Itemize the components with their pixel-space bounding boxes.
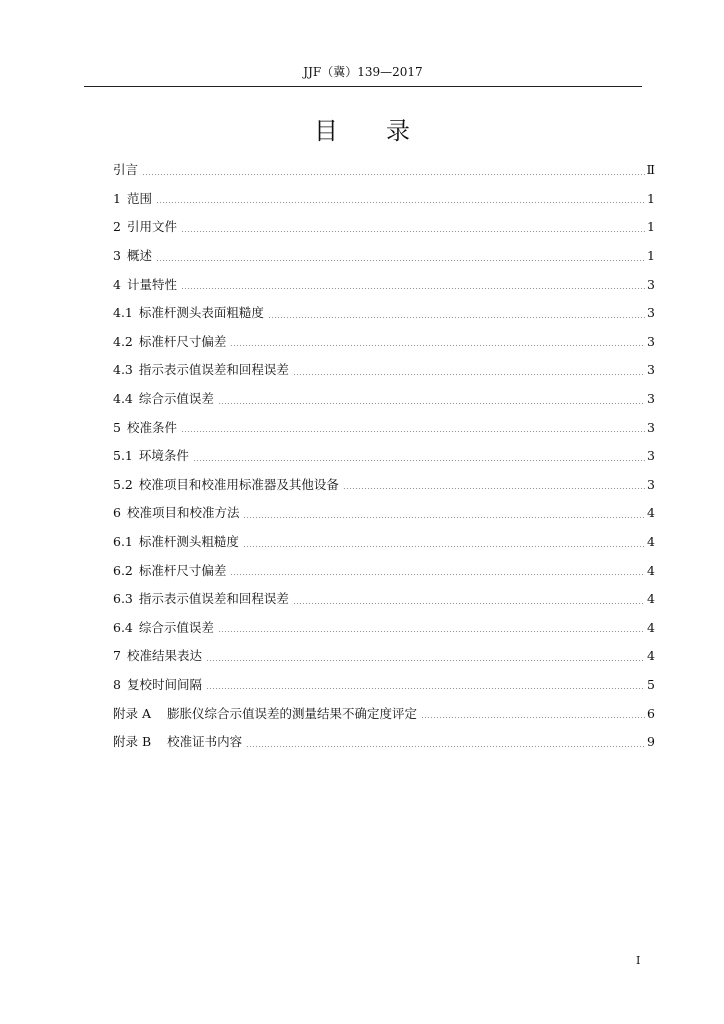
toc-entry[interactable]	[113, 699, 655, 728]
toc-leader-dots	[156, 260, 645, 261]
toc-leader-dots	[343, 488, 645, 489]
toc-entry-number: 4	[113, 276, 121, 292]
toc-entry-text: 校准证书内容	[167, 734, 243, 750]
toc-entry-text: 指示表示值误差和回程误差	[138, 362, 289, 378]
toc-entry-number: 6.4	[113, 619, 133, 635]
toc-entry-label	[113, 620, 216, 636]
toc-entry-text: 校准条件	[126, 419, 177, 435]
toc-entry-text: 计量特性	[126, 276, 177, 292]
toc-entry-page: 3	[647, 333, 655, 349]
toc-entry-label	[113, 677, 204, 693]
toc-entry-text: 概述	[126, 248, 152, 264]
toc-entry[interactable]	[113, 185, 655, 214]
toc-leader-dots	[218, 403, 645, 404]
toc-entry-page: 3	[647, 419, 655, 435]
toc-leader-dots	[230, 345, 645, 346]
toc-entry-number: 附录 B	[113, 734, 152, 750]
toc-entry-number: 6.2	[113, 562, 133, 578]
toc-entry-number: 4.2	[113, 333, 133, 349]
toc-entry-page: 1	[647, 190, 655, 206]
toc-entry[interactable]	[113, 499, 655, 528]
toc-entry-label	[113, 648, 204, 664]
toc-entry-page: 3	[647, 448, 655, 464]
toc-entry-label	[113, 277, 179, 293]
toc-entry-page: 4	[647, 562, 655, 578]
toc-entry-text: 膨胀仪综合示值误差的测量结果不确定度评定	[167, 705, 418, 721]
toc-leader-dots	[142, 174, 644, 175]
toc-leader-dots	[230, 574, 645, 575]
toc-entry[interactable]	[113, 585, 655, 614]
toc-entry[interactable]	[113, 299, 655, 328]
toc-list	[113, 156, 655, 756]
toc-entry-number: 6	[113, 505, 121, 521]
toc-entry-page: 5	[647, 676, 655, 692]
toc-entry-page: 4	[647, 534, 655, 550]
toc-entry[interactable]	[113, 442, 655, 471]
toc-entry-text: 引言	[113, 162, 139, 178]
toc-entry-number: 附录 A	[113, 705, 152, 721]
toc-entry[interactable]	[113, 728, 655, 757]
toc-entry-label	[113, 334, 228, 350]
toc-entry-text: 综合示值误差	[138, 391, 214, 407]
toc-entry-text: 标准杆测头粗糙度	[138, 534, 239, 550]
toc-entry[interactable]	[113, 385, 655, 414]
toc-leader-dots	[193, 460, 645, 461]
toc-title-char-2: 录	[386, 117, 410, 145]
toc-entry-page: 4	[647, 619, 655, 635]
toc-entry-number: 5.2	[113, 476, 133, 492]
toc-leader-dots	[181, 231, 645, 232]
toc-leader-dots	[421, 717, 645, 718]
toc-entry-page: 3	[647, 391, 655, 407]
toc-entry-page: 9	[647, 734, 655, 750]
toc-title-char-1: 目	[314, 117, 338, 145]
toc-entry[interactable]	[113, 356, 655, 385]
toc-leader-dots	[181, 288, 645, 289]
toc-entry-page: 4	[647, 648, 655, 664]
toc-entry-number: 5	[113, 419, 121, 435]
toc-entry-page: 3	[647, 476, 655, 492]
toc-entry-number: 5.1	[113, 448, 133, 464]
toc-entry-number: 8	[113, 676, 121, 692]
toc-entry[interactable]	[113, 556, 655, 585]
toc-entry-page: 3	[647, 276, 655, 292]
toc-entry-page: 3	[647, 362, 655, 378]
toc-leader-dots	[156, 202, 645, 203]
toc-entry[interactable]	[113, 642, 655, 671]
toc-entry-text: 引用文件	[126, 219, 177, 235]
toc-entry-text: 标准杆测头表面粗糙度	[138, 305, 264, 321]
toc-entry-label	[113, 706, 419, 722]
toc-entry[interactable]	[113, 242, 655, 271]
toc-entry-label	[113, 420, 179, 436]
toc-entry[interactable]	[113, 614, 655, 643]
toc-leader-dots	[243, 517, 645, 518]
toc-entry-label	[113, 505, 241, 521]
toc-entry-page: 4	[647, 591, 655, 607]
toc-entry-label	[113, 563, 228, 579]
toc-entry-label	[113, 448, 191, 464]
standard-code-header: JJF（冀）139—2017	[303, 65, 423, 79]
toc-entry-label	[113, 591, 291, 607]
toc-entry-label	[113, 477, 341, 493]
toc-leader-dots	[218, 631, 645, 632]
toc-entry-page: 4	[647, 505, 655, 521]
toc-entry-number: 7	[113, 648, 121, 664]
toc-entry-page: 3	[647, 305, 655, 321]
toc-entry[interactable]	[113, 413, 655, 442]
toc-leader-dots	[206, 660, 645, 661]
page-number: I	[636, 954, 641, 967]
toc-entry-number: 4.3	[113, 362, 133, 378]
toc-title	[0, 116, 724, 146]
toc-entry-page: 1	[647, 219, 655, 235]
toc-entry[interactable]	[113, 671, 655, 700]
toc-leader-dots	[246, 746, 645, 747]
toc-entry-text: 校准项目和校准方法	[126, 505, 240, 521]
toc-entry-label	[113, 362, 291, 378]
toc-entry-text: 环境条件	[138, 448, 189, 464]
toc-entry-text: 综合示值误差	[138, 619, 214, 635]
toc-entry-label	[113, 534, 241, 550]
toc-leader-dots	[181, 431, 645, 432]
toc-entry-number: 4.1	[113, 305, 133, 321]
toc-entry-text: 指示表示值误差和回程误差	[138, 591, 289, 607]
toc-leader-dots	[243, 546, 645, 547]
toc-leader-dots	[268, 317, 645, 318]
toc-entry[interactable]	[113, 328, 655, 357]
toc-entry-text: 范围	[126, 190, 152, 206]
toc-entry[interactable]	[113, 471, 655, 500]
toc-entry-number: 6.3	[113, 591, 133, 607]
toc-leader-dots	[206, 688, 645, 689]
toc-entry-number: 6.1	[113, 534, 133, 550]
toc-entry-label	[113, 162, 140, 178]
toc-entry-text: 校准项目和校准用标准器及其他设备	[138, 476, 339, 492]
toc-leader-dots	[293, 603, 645, 604]
toc-entry-label	[113, 734, 244, 750]
toc-entry[interactable]	[113, 270, 655, 299]
header-rule	[84, 86, 642, 87]
toc-entry-number: 3	[113, 248, 121, 264]
toc-entry-number: 4.4	[113, 391, 133, 407]
toc-entry-page: Ⅱ	[646, 162, 655, 178]
toc-entry[interactable]	[113, 213, 655, 242]
toc-entry-text: 校准结果表达	[126, 648, 202, 664]
toc-entry-number: 2	[113, 219, 121, 235]
toc-entry-page: 6	[647, 705, 655, 721]
toc-entry-label	[113, 305, 266, 321]
toc-entry-label	[113, 191, 154, 207]
toc-entry-label	[113, 248, 154, 264]
toc-leader-dots	[293, 374, 645, 375]
toc-entry-number: 1	[113, 190, 121, 206]
toc-entry-text: 标准杆尺寸偏差	[138, 562, 227, 578]
toc-entry-text: 标准杆尺寸偏差	[138, 333, 227, 349]
toc-entry[interactable]	[113, 156, 655, 185]
toc-entry-page: 1	[647, 248, 655, 264]
toc-entry-label	[113, 219, 179, 235]
toc-entry[interactable]	[113, 528, 655, 557]
toc-entry-label	[113, 391, 216, 407]
toc-entry-text: 复校时间间隔	[126, 676, 202, 692]
